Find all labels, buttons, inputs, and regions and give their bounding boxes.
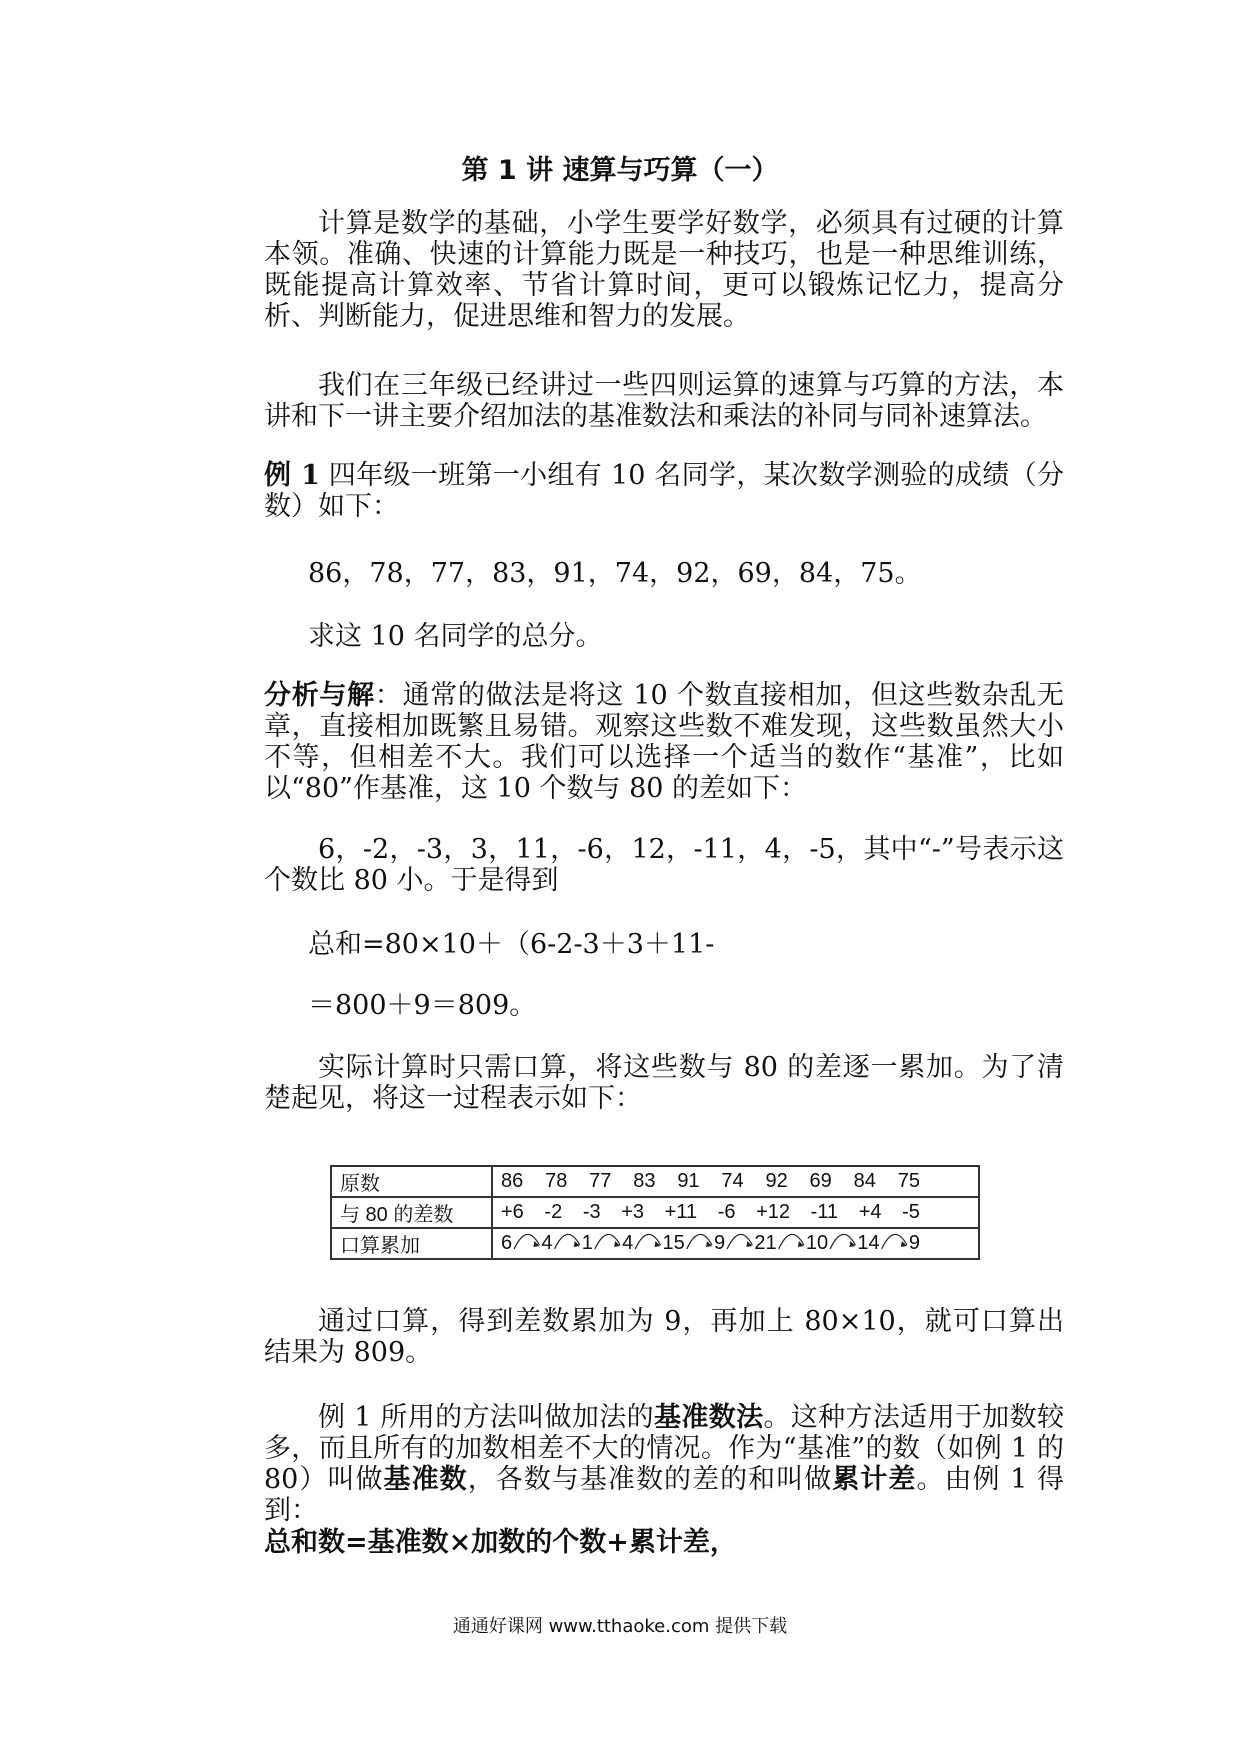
definition-paragraph	[264, 1402, 1064, 1526]
table-cell: 91	[677, 1170, 700, 1192]
table-cell: -11	[810, 1201, 839, 1223]
table-cell: 83	[633, 1170, 656, 1192]
table-cell: 75	[897, 1170, 920, 1192]
table-cell: 9	[714, 1232, 726, 1254]
definition-text: 。这种方法适用于加数较多，而且所有的加数相差不大的情况。作为“基准”的数（如例 1 的 80）叫做	[264, 1402, 1065, 1495]
table-cell: -6	[717, 1201, 736, 1223]
table-cell: +4	[858, 1201, 882, 1223]
table-cell: 9	[908, 1232, 920, 1254]
table-cell: 15	[662, 1232, 685, 1254]
table-row	[331, 1197, 979, 1228]
example-1-paragraph	[264, 460, 1064, 522]
row-label: 原数	[331, 1166, 492, 1197]
intro-paragraph-2: 我们在三年级已经讲过一些四则运算的速算与巧算的方法，本讲和下一讲主要介绍加法的基准数法和乘法的补同与同补速算法。	[264, 370, 1064, 432]
table-cell: 21	[754, 1232, 777, 1254]
process-paragraph: 实际计算时只需口算，将这些数与 80 的差逐一累加。为了清楚起见，将这一过程表示如下：	[264, 1052, 1064, 1114]
table-cell: +6	[501, 1201, 524, 1223]
definition-text: ，各数与基准数的差的和叫做	[467, 1464, 833, 1495]
table-cell: 78	[545, 1170, 568, 1192]
table-cell: 10	[805, 1232, 829, 1254]
page-title: 第 1 讲 速算与巧算（一）	[461, 155, 779, 186]
table-cell: +11	[664, 1201, 698, 1223]
table-row	[331, 1228, 979, 1259]
scores-line: 86，78，77，83，91，74，92，69，84，75。	[308, 558, 922, 589]
analysis-text: ：通常的做法是将这 10 个数直接相加，但这些数杂乱无章，直接相加既繁且易错。观察这些数不难发现，这些数虽然大小不等，但相差不大。我们可以选择一个适当的数作“基准”，比如以“80”作基准，这 10 个数与 80 的差如下：	[264, 680, 1064, 804]
table-cell: -5	[902, 1201, 920, 1223]
row-label: 与 80 的差数	[331, 1197, 492, 1228]
term-base-number-method: 基准数法	[654, 1402, 764, 1433]
page-footer: 通通好课网 www.tthaoke.com 提供下载	[452, 1616, 788, 1637]
table-cell: -2	[544, 1201, 563, 1223]
question-line: 求这 10 名同学的总分。	[308, 621, 603, 652]
table-cell: 69	[809, 1170, 832, 1192]
diffs-paragraph: 6，-2，-3，3，11，-6，12，-11，4，-5，其中“-”号表示这个数比 80 小。于是得到	[264, 834, 1064, 896]
analysis-label: 分析与解	[264, 680, 375, 711]
original-numbers	[501, 1170, 970, 1193]
table-cell: 4	[622, 1232, 634, 1254]
definition-text: 。由例 1 得到：	[264, 1464, 1065, 1526]
table-cell: 74	[721, 1170, 744, 1192]
table-cell: 14	[857, 1232, 880, 1254]
row-label: 口算累加	[331, 1228, 492, 1259]
equation-line-2: ＝800＋9＝809。	[308, 990, 537, 1021]
table-cell: -3	[582, 1201, 601, 1223]
equation-line-1: 总和=80×10＋（6-2-3＋3＋11-	[308, 929, 715, 960]
table-cell: 86	[501, 1170, 524, 1192]
analysis-paragraph	[264, 680, 1064, 804]
example-1-text: 四年级一班第一小组有 10 名同学，某次数学测验的成绩（分数）如下：	[264, 460, 1064, 522]
table-cell: 77	[589, 1170, 612, 1192]
mental-calculation-table	[330, 1165, 980, 1260]
table-cell: 1	[581, 1232, 593, 1254]
example-1-label: 例 1	[264, 460, 320, 491]
cumulative-numbers	[501, 1232, 970, 1255]
table-row	[331, 1166, 979, 1197]
table-cell: 84	[853, 1170, 876, 1192]
table-cell: 6	[501, 1232, 513, 1254]
conclusion-paragraph: 通过口算，得到差数累加为 9，再加上 80×10，就可口算出结果为 809。	[264, 1306, 1064, 1368]
table-cell: +12	[756, 1201, 791, 1223]
table-cell: 92	[765, 1170, 788, 1192]
definition-text: 例 1 所用的方法叫做加法的	[318, 1402, 654, 1433]
intro-paragraph-1: 计算是数学的基础，小学生要学好数学，必须具有过硬的计算本领。准确、快速的计算能力既是一种技巧，也是一种思维训练，既能提高计算效率、节省计算时间，更可以锻炼记忆力，提高分析、判断能力，促进思维和智力的发展。	[264, 208, 1064, 332]
term-base-number: 基准数	[383, 1464, 468, 1495]
table-cell: 4	[541, 1232, 553, 1254]
formula-line: 总和数=基准数×加数的个数+累计差，	[264, 1527, 737, 1558]
table-cell: +3	[621, 1201, 645, 1223]
difference-numbers	[501, 1201, 970, 1224]
term-cumulative-difference: 累计差	[832, 1464, 917, 1495]
